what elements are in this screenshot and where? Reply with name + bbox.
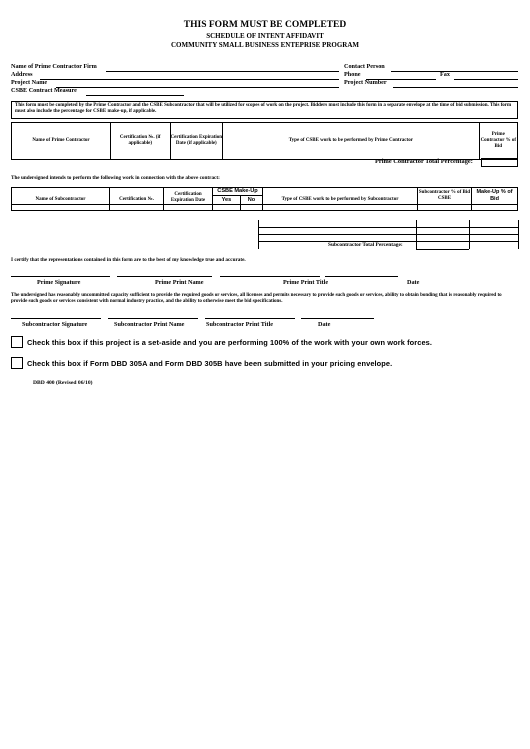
column-divider (518, 220, 519, 249)
prime-print-name-label: Prime Print Name (155, 279, 204, 286)
prime-signature-label: Prime Signature (37, 279, 81, 286)
sub-pct-header: Subcontractor % of Bid CSBE (418, 188, 472, 205)
table-row (258, 227, 518, 228)
makeup-no-header: No (240, 196, 262, 205)
sub-total-field[interactable] (416, 249, 469, 250)
dbd305-checkbox-label: Check this box if Form DBD 305A and Form DBD 305B have been submitted in your pricing envelope. (27, 359, 393, 368)
prime-firm-field[interactable] (106, 71, 339, 72)
phone-label: Phone (344, 71, 361, 78)
sub-date-label: Date (318, 321, 331, 328)
column-divider (416, 220, 417, 249)
prime-print-name-field[interactable] (117, 276, 212, 277)
sub-work-type-header: Type of CSBE work to be performed by Subcontractor (263, 188, 418, 205)
fax-label: Fax (440, 71, 450, 78)
intent-text: The undersigned intends to perform the following work in connection with the above contract: (11, 175, 220, 181)
prime-print-title-field[interactable] (220, 276, 320, 277)
address-field[interactable] (40, 79, 339, 80)
sub-signature-label: Subcontractor Signature (22, 321, 88, 328)
instructions-notice (11, 101, 518, 119)
project-number-label: Project Number (344, 79, 387, 86)
capacity-text: The undersigned has reasonably uncommitted capacity sufficient to provide the required goods or services, all licenses and permits necessary to provide such goods or services, ability to obtain bonding that is reasonably required to provide such goods or services consistent with normal industry practice, and the ability to otherwise meet the bid specifications. (11, 293, 502, 304)
form-subtitle-schedule: SCHEDULE OF INTENT AFFIDAVIT (206, 32, 324, 40)
address-label: Address (11, 71, 33, 78)
prime-total-label: Prime Contractor Total Percentage: (375, 158, 473, 165)
form-title: THIS FORM MUST BE COMPLETED (183, 20, 347, 30)
prime-date-label: Date (407, 279, 420, 286)
sub-date-field[interactable] (301, 318, 374, 319)
project-number-field[interactable] (393, 87, 518, 88)
prime-pct-header: Prime Contractor % of Bid (479, 123, 517, 160)
form-number: DBD 400 (Revised 06/10) (33, 380, 93, 386)
project-name-field[interactable] (56, 87, 339, 88)
sub-cert-exp-header: Certification Expiration Date (164, 188, 213, 205)
setaside-checkbox-label: Check this box if this project is a set-aside and you are performing 100% of the work with your own work forces. (27, 338, 433, 347)
prime-cert-exp-header: Certification Expiration Date (if applicable) (170, 123, 223, 160)
sub-signature-field[interactable] (11, 318, 101, 319)
fax-field[interactable] (454, 79, 518, 80)
contact-person-field[interactable] (391, 71, 518, 72)
prime-name-header: Name of Prime Contractor (12, 123, 111, 160)
column-divider (258, 220, 259, 249)
prime-date-field[interactable] (325, 276, 398, 277)
makeup-yes-header: Yes (213, 196, 241, 205)
subcontractor-table (11, 187, 518, 211)
project-name-label: Project Name (11, 79, 48, 86)
sub-total-label: Subcontractor Total Percentage: (328, 242, 403, 248)
contact-person-label: Contact Person (344, 63, 385, 70)
sub-print-title-label: Subcontractor Print Title (206, 321, 274, 328)
prime-total-field[interactable] (481, 158, 518, 167)
prime-cert-no-header: Certification №. (if applicable) (110, 123, 170, 160)
prime-contractor-table (11, 122, 518, 160)
prime-firm-label: Name of Prime Contractor Firm (11, 63, 97, 70)
sub-print-name-label: Subcontractor Print Name (114, 321, 185, 328)
sub-cert-no-header: Certification №. (110, 188, 164, 205)
dbd305-checkbox[interactable] (11, 357, 23, 369)
certify-text: I certify that the representations contained in this form are to the best of my knowledge true and accurate. (11, 257, 246, 263)
sub-name-header: Name of Subcontractor (12, 188, 110, 205)
instructions-text: This form must be completed by the Prime Contractor and the CSBE Subcontractor that will be utilized for scopes of work on the project. Bidders must include this form in a separate envelope at the time of bid submission. This form must also include the percentage for CSBE make-up, if applicable. (15, 103, 512, 114)
prime-signature-field[interactable] (11, 276, 110, 277)
sub-print-name-field[interactable] (108, 318, 198, 319)
setaside-checkbox[interactable] (11, 336, 23, 348)
prime-work-type-header: Type of CSBE work to be performed by Prime Contractor (223, 123, 480, 160)
table-row (258, 234, 518, 235)
makeup-pct-header: Make-Up % of Bid (472, 188, 518, 205)
table-row[interactable] (12, 205, 518, 211)
prime-print-title-label: Prime Print Title (283, 279, 329, 286)
csbe-makeup-header: CSBE Make-Up (213, 188, 263, 196)
csbe-measure-field[interactable] (86, 95, 184, 96)
column-divider (469, 220, 470, 249)
csbe-measure-label: CSBE Contract Measure (11, 87, 77, 94)
form-subtitle-program: COMMUNITY SMALL BUSINESS ENTEPRISE PROGRAM (171, 41, 359, 49)
sub-print-title-field[interactable] (205, 318, 295, 319)
